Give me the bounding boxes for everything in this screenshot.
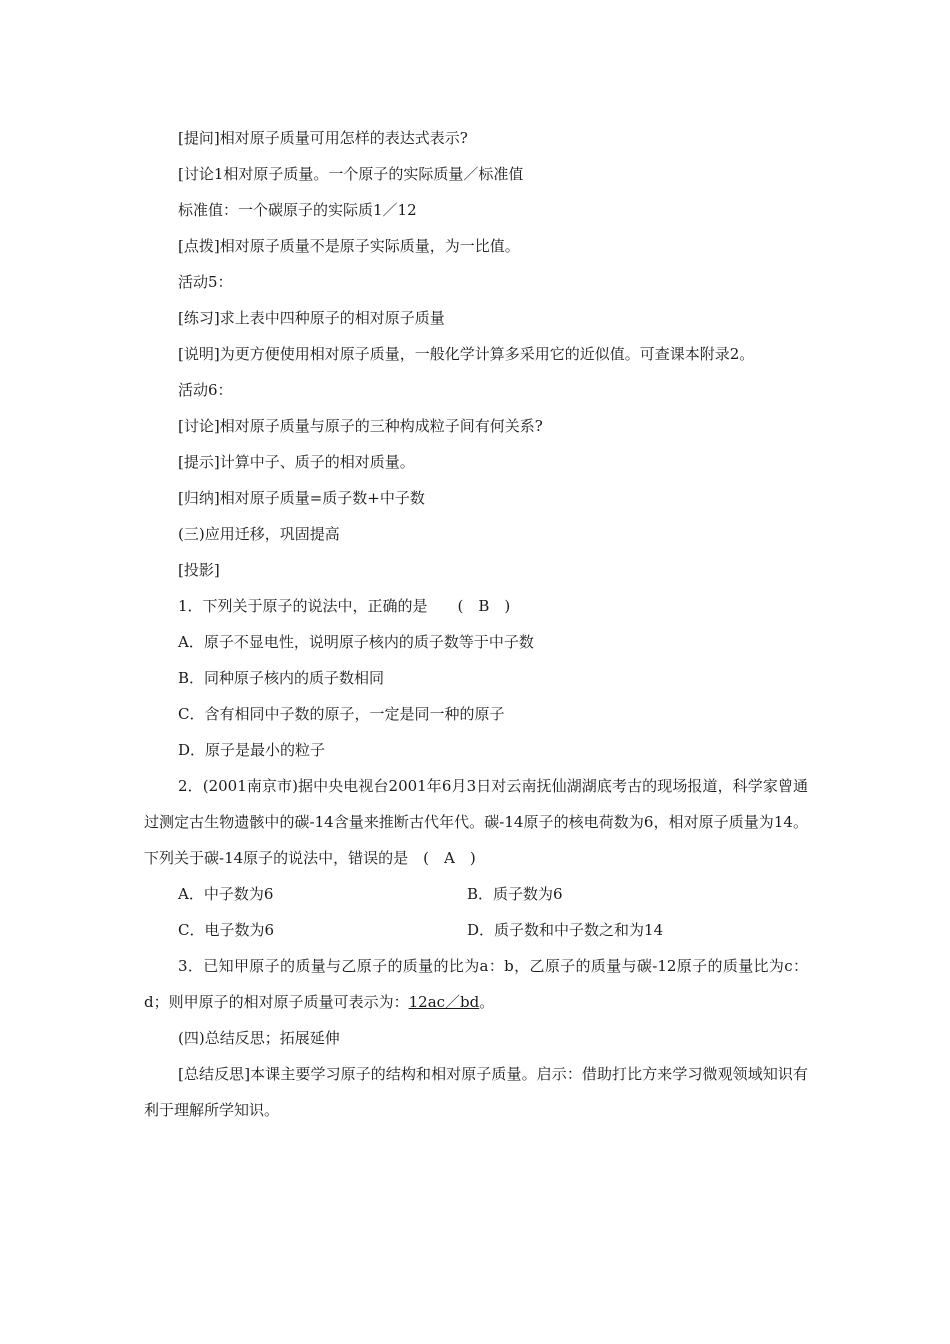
discussion-line-2: [讨论]相对原子质量与原子的三种构成粒子间有何关系? xyxy=(178,417,543,435)
explanation-paragraph: [说明]为更方便使用相对原子质量，一般化学计算多采用它的近似值。可查课本附录2。 xyxy=(178,345,755,363)
activity-5-heading: 活动5： xyxy=(178,273,233,291)
summary-paragraph: [总结反思]本课主要学习原子的结构和相对原子质量。启示：借助打比方来学习微观领域知识有利于理解所学知识。 xyxy=(144,1065,808,1119)
q2-option-b: B．质子数为6 xyxy=(467,885,563,903)
q2-options-row-1 xyxy=(144,876,808,912)
projection-label: [投影] xyxy=(178,561,220,579)
q1-option-a: A．原子不显电性，说明原子核内的质子数等于中子数 xyxy=(178,633,534,651)
q2-option-d: D．质子数和中子数之和为14 xyxy=(467,921,664,939)
q2-option-c: C．电子数为6 xyxy=(178,921,275,939)
section-4-heading: (四)总结反思；拓展延伸 xyxy=(178,1029,340,1047)
summary-formula-line: [归纳]相对原子质量=质子数+中子数 xyxy=(178,489,425,507)
activity-6-heading: 活动6： xyxy=(178,381,233,399)
document-body xyxy=(144,120,808,1128)
q1-stem: 1．下列关于原子的说法中，正确的是 ( B ) xyxy=(178,597,511,615)
hint-line: [点拨]相对原子质量不是原子实际质量，为一比值。 xyxy=(178,237,520,255)
q2-options-row-2 xyxy=(144,912,808,948)
q3-paragraph xyxy=(144,948,808,1020)
section-3-heading: (三)应用迁移，巩固提高 xyxy=(178,525,340,543)
q3-end: 。 xyxy=(479,993,495,1011)
q2-option-a: A．中子数为6 xyxy=(178,885,274,903)
q3-stem: 3．已知甲原子的质量与乙原子的质量的比为a：b，乙原子的质量与碳-12原子的质量比为c：d；则甲原子的相对原子质量可表示为： xyxy=(144,957,808,1011)
q1-option-b: B．同种原子核内的质子数相同 xyxy=(178,669,385,687)
q1-option-d: D．原子是最小的粒子 xyxy=(178,741,326,759)
exercise-line: [练习]求上表中四种原子的相对原子质量 xyxy=(178,309,445,327)
prompt-line: [提示]计算中子、质子的相对质量。 xyxy=(178,453,415,471)
q1-option-c: C．含有相同中子数的原子，一定是同一种的原子 xyxy=(178,705,505,723)
discussion-line: [讨论1相对原子质量。一个原子的实际质量／标准值 xyxy=(178,165,524,183)
standard-value-line: 标准值：一个碳原子的实际质1／12 xyxy=(178,201,417,219)
q2-stem: 2．(2001南京市)据中央电视台2001年6月3日对云南抚仙湖湖底考古的现场报道，科学家曾通过测定古生物遗骸中的碳-14含量来推断古代年代。碳-14原子的核电荷数为6，相对原子质量为14。下列关于碳-14原子的说法中，错误的是 ( A ) xyxy=(144,777,808,867)
question-line: [提问]相对原子质量可用怎样的表达式表示? xyxy=(178,129,468,147)
q3-answer: 12ac／bd xyxy=(408,993,480,1011)
